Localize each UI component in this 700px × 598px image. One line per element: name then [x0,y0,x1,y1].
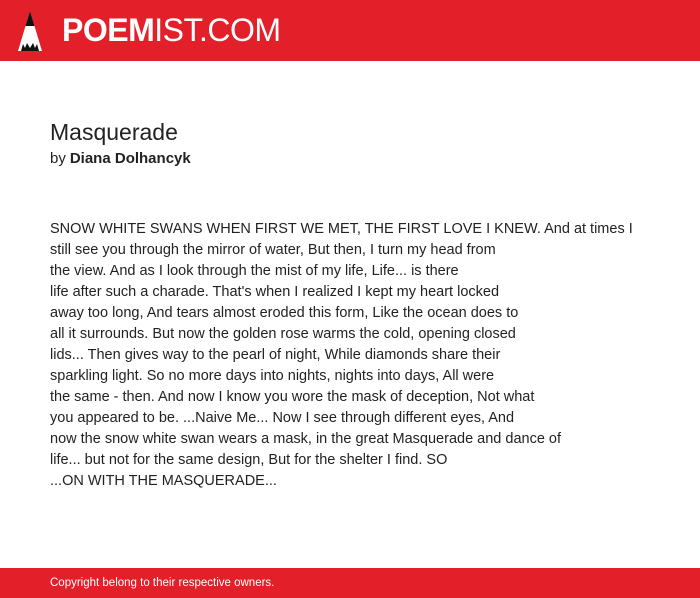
site-footer [0,568,700,598]
poem-line: life... but not for the same design, But for the shelter I find. SO [50,452,448,468]
poem-line: sparkling light. So no more days into nights, nights into days, All were [50,368,495,384]
poem-line: you appeared to be. ...Naive Me... Now I see through different eyes, And [50,410,515,426]
poem-line: all it surrounds. But now the golden rose warms the cold, opening closed [50,326,516,342]
poem-line: away too long, And tears almost eroded this form, Like the ocean does to [50,305,519,321]
logo-text-light: IST.COM [154,12,281,48]
poem-title: Masquerade [50,119,178,145]
poem-line: lids... Then gives way to the pearl of night, While diamonds share their [50,347,501,363]
copyright-text: Copyright belong to their respective owners. [50,577,275,589]
poem-byline [50,149,191,169]
poem-line: the view. And as I look through the mist of my life, Life... is there [50,263,459,279]
poem-line: still see you through the mirror of water, But then, I turn my head from [50,242,496,258]
site-logo[interactable] [62,12,281,48]
pencil-tip-icon[interactable] [17,10,43,52]
poem-line: ...ON WITH THE MASQUERADE... [50,473,277,489]
poem-line: the same - then. And now I know you wore the mask of deception, Not what [50,389,535,405]
poem-line: SNOW WHITE SWANS WHEN FIRST WE MET, THE FIRST LOVE I KNEW. And at times I [50,221,633,237]
site-header [0,0,700,61]
poem-body [50,219,650,492]
poem-line: life after such a charade. That's when I realized I kept my heart locked [50,284,500,300]
author-name: Diana Dolhancyk [69,150,191,167]
poem-line: now the snow white swan wears a mask, in the great Masquerade and dance of [50,431,562,447]
logo-text-bold: POEM [62,12,155,48]
by-label: by [50,150,66,167]
